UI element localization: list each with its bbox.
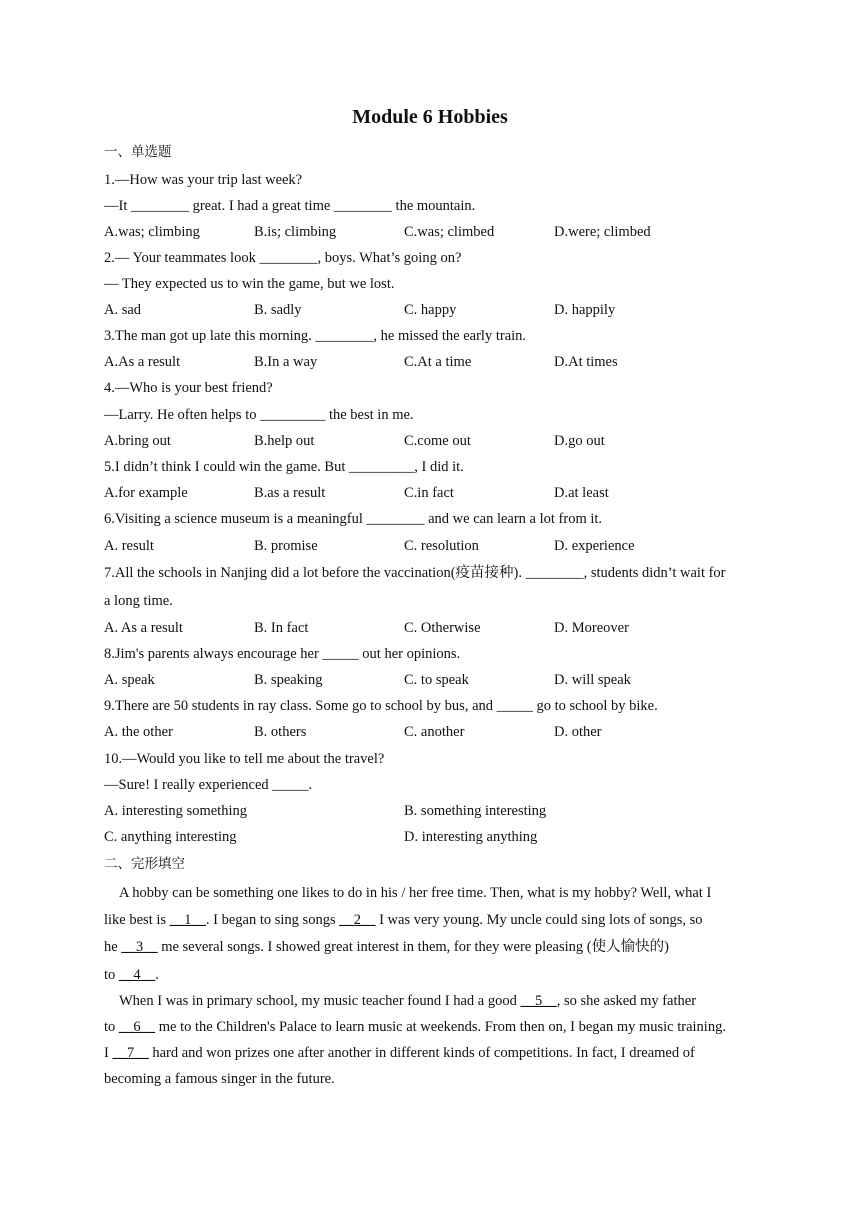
option-b: B. others (254, 724, 307, 740)
option-b: B. promise (254, 538, 318, 554)
passage-line (104, 910, 764, 930)
question-10-stem: 10.—Would you like to tell me about the travel? (104, 751, 385, 767)
option-d: D. interesting anything (404, 829, 538, 845)
question-6-stem: 6.Visiting a science museum is a meaningful ________ and we can learn a lot from it. (104, 511, 603, 527)
option-c: C. anything interesting (104, 829, 237, 845)
option-b: B. In fact (254, 620, 309, 636)
passage-text: When I was in primary school, my music teacher found I had a good (119, 993, 521, 1009)
question-3-options (104, 352, 764, 372)
passage-text: . I began to sing songs (205, 912, 340, 928)
option-b: B. something interesting (404, 803, 547, 819)
passage-line (104, 937, 764, 957)
question-8-options (104, 670, 764, 690)
option-c: C. happy (404, 302, 457, 318)
cloze-blank-7: __7__ (112, 1045, 149, 1061)
option-a: A. sad (104, 302, 142, 318)
passage-text: he (104, 939, 122, 955)
option-b: B.as a result (254, 485, 326, 501)
question-2-options (104, 300, 764, 320)
option-c: C. another (404, 724, 465, 740)
passage-line: becoming a famous singer in the future. (104, 1071, 335, 1087)
option-d: D. happily (554, 302, 616, 318)
cloze-blank-3: __3__ (121, 939, 158, 955)
option-c: C.At a time (404, 354, 472, 370)
option-a: A.As a result (104, 354, 181, 370)
option-d: D.go out (554, 433, 605, 449)
question-1-options (104, 222, 764, 242)
question-7-stem: 7.All the schools in Nanjing did a lot before the vaccination(疫苗接种). ________, students didn’t wait for (104, 565, 726, 581)
option-b: B.help out (254, 433, 315, 449)
question-1-stem: 1.—How was your trip last week? (104, 172, 303, 188)
passage-text: me to the Children's Palace to learn music at weekends. From then on, I began my music training. (155, 1019, 726, 1035)
option-d: D. experience (554, 538, 635, 554)
question-3-stem: 3.The man got up late this morning. ________, he missed the early train. (104, 328, 527, 344)
option-a: A. the other (104, 724, 173, 740)
question-1-line2: —It ________ great. I had a great time ________ the mountain. (104, 198, 476, 214)
question-7-line2: a long time. (104, 593, 173, 609)
passage-text: I (104, 1045, 113, 1061)
passage-text: to (104, 1019, 119, 1035)
option-c: C.in fact (404, 485, 454, 501)
option-c: C.come out (404, 433, 471, 449)
option-a: A.for example (104, 485, 188, 501)
option-d: D. other (554, 724, 602, 740)
question-8-stem: 8.Jim's parents always encourage her _____ out her opinions. (104, 646, 461, 662)
option-c: C.was; climbed (404, 224, 495, 240)
passage-line (104, 1043, 764, 1063)
option-b: B. speaking (254, 672, 323, 688)
option-c: C. to speak (404, 672, 469, 688)
question-7-options (104, 618, 764, 638)
option-c: C. Otherwise (404, 620, 481, 636)
question-2-stem: 2.— Your teammates look ________, boys. What’s going on? (104, 250, 462, 266)
page-title: Module 6 Hobbies (352, 106, 508, 128)
section-heading-cloze: 二、完形填空 (104, 856, 185, 872)
option-d: D. Moreover (554, 620, 629, 636)
passage-text: me several songs. I showed great interest in them, for they were pleasing (使人愉快的) (157, 939, 669, 955)
passage-text: like best is (104, 912, 170, 928)
question-10-line2: —Sure! I really experienced _____. (104, 777, 313, 793)
passage-text: . (155, 967, 159, 983)
option-b: B. sadly (254, 302, 302, 318)
question-4-options (104, 431, 764, 451)
question-5-options (104, 483, 764, 503)
cloze-blank-1: __1__ (169, 912, 206, 928)
passage-line: A hobby can be something one likes to do in his / her free time. Then, what is my hobby? Well, what I (119, 885, 712, 901)
question-2-line2: — They expected us to win the game, but we lost. (104, 276, 395, 292)
question-9-stem: 9.There are 50 students in ray class. Some go to school by bus, and _____ go to school by bike. (104, 698, 658, 714)
passage-line (104, 965, 764, 985)
option-a: A. As a result (104, 620, 183, 636)
cloze-blank-4: __4__ (118, 967, 156, 983)
option-d: D. will speak (554, 672, 631, 688)
cloze-blank-2: __2__ (339, 912, 376, 928)
option-a: A. interesting something (104, 803, 247, 819)
passage-text: hard and won prizes one after another in different kinds of competitions. In fact, I dreamed of (148, 1045, 695, 1061)
option-a: A.bring out (104, 433, 171, 449)
option-b: B.In a way (254, 354, 318, 370)
option-c: C. resolution (404, 538, 479, 554)
option-b: B.is; climbing (254, 224, 337, 240)
option-a: A.was; climbing (104, 224, 200, 240)
option-d: D.At times (554, 354, 618, 370)
section-heading-multiple-choice: 一、单选题 (104, 144, 172, 160)
question-4-stem: 4.—Who is your best friend? (104, 380, 273, 396)
option-d: D.were; climbed (554, 224, 651, 240)
option-d: D.at least (554, 485, 609, 501)
question-10-options-row1 (104, 801, 764, 821)
passage-text: I was very young. My uncle could sing lots of songs, so (375, 912, 703, 928)
cloze-blank-6: __6__ (118, 1019, 156, 1035)
passage-line (119, 991, 779, 1011)
passage-text: , so she asked my father (556, 993, 697, 1009)
cloze-blank-5: __5__ (520, 993, 557, 1009)
question-5-stem: 5.I didn’t think I could win the game. But _________, I did it. (104, 459, 464, 475)
question-6-options (104, 536, 764, 556)
passage-text: to (104, 967, 119, 983)
passage-line (104, 1017, 764, 1037)
option-a: A. speak (104, 672, 155, 688)
question-10-options-row2 (104, 827, 764, 847)
option-a: A. result (104, 538, 154, 554)
question-9-options (104, 722, 764, 742)
question-4-line2: —Larry. He often helps to _________ the best in me. (104, 407, 414, 423)
